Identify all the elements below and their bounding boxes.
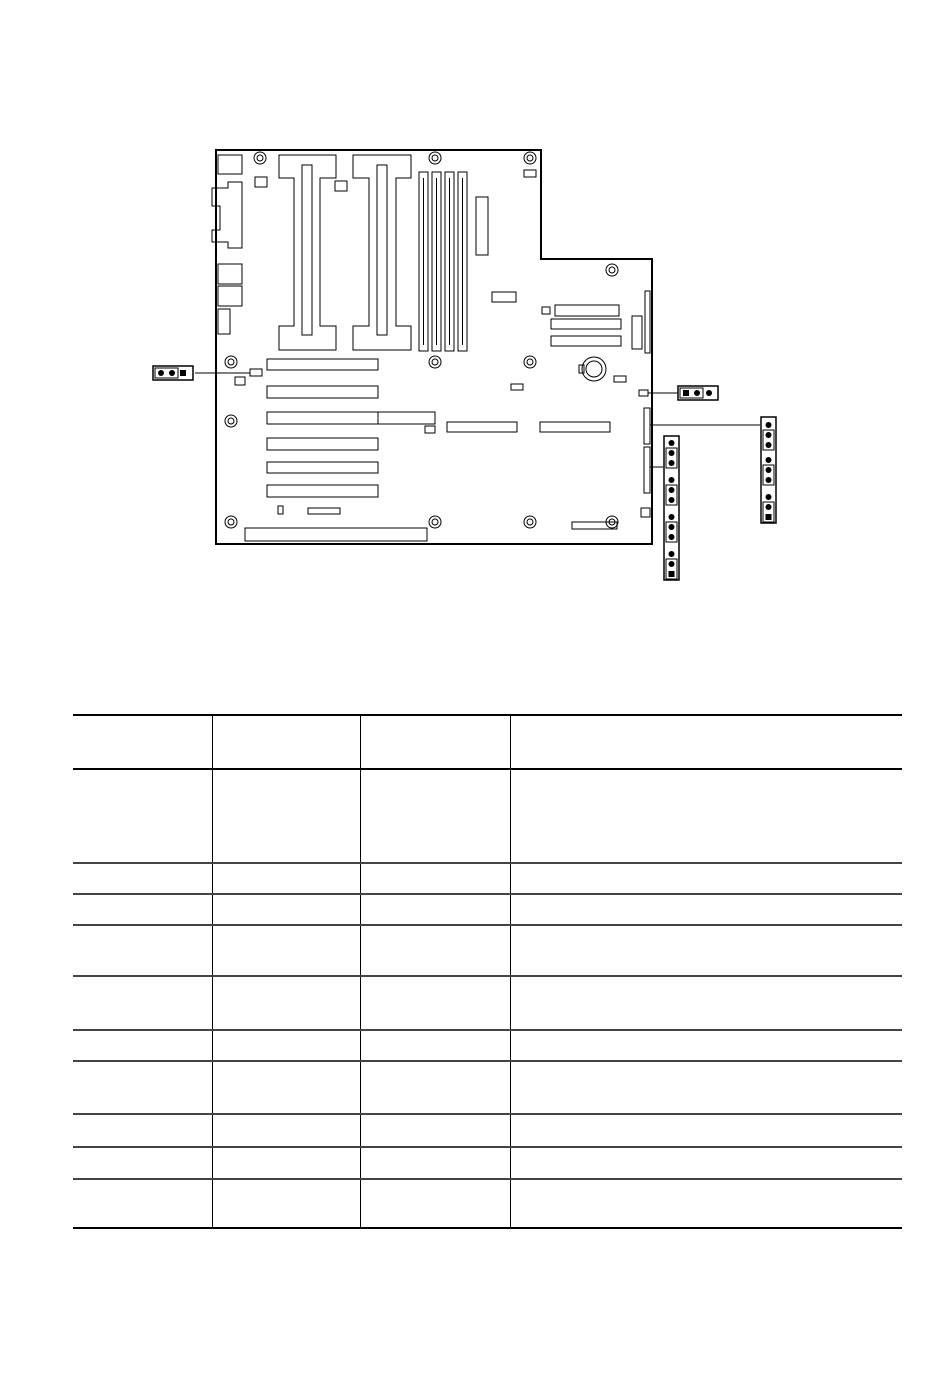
isa-slot <box>245 528 427 541</box>
ide-connector <box>447 422 517 432</box>
battery <box>579 357 606 381</box>
vertical-connector <box>644 408 650 444</box>
table-cell <box>510 1030 902 1061</box>
table-row <box>73 1114 902 1147</box>
table-cell <box>73 1030 212 1061</box>
memory-sockets <box>419 172 467 351</box>
table-cell <box>73 1179 212 1228</box>
io-connector <box>218 155 242 174</box>
table-cell <box>510 976 902 1030</box>
right-3pin-jumper <box>678 386 718 400</box>
table-cell <box>73 863 212 894</box>
table-cell <box>360 863 510 894</box>
table-cell <box>360 1114 510 1147</box>
table-cell <box>360 1061 510 1114</box>
table-cell <box>212 976 360 1030</box>
table-cell <box>212 1179 360 1228</box>
column-header <box>73 715 212 769</box>
chip <box>250 369 262 376</box>
table-cell <box>212 894 360 925</box>
chip <box>542 307 550 314</box>
table-cell <box>360 1030 510 1061</box>
jumper-settings-table <box>73 714 902 1229</box>
ide-connector <box>540 422 610 432</box>
small-chip <box>335 181 347 191</box>
table-row <box>73 925 902 976</box>
table-row <box>73 1030 902 1061</box>
table-row <box>73 1179 902 1228</box>
vertical-jumper-block-a <box>761 417 776 523</box>
chip <box>614 376 626 382</box>
processor-slot-2 <box>353 155 411 350</box>
chip <box>511 384 523 390</box>
column-header <box>510 715 902 769</box>
header-connector <box>632 316 642 349</box>
processor-slot-1 <box>279 155 336 350</box>
table-header-row <box>73 715 902 769</box>
chip <box>524 170 536 177</box>
header-connector <box>551 336 621 346</box>
table-cell <box>212 1061 360 1114</box>
table-cell <box>510 863 902 894</box>
chip <box>235 377 245 385</box>
small-chip <box>255 177 267 187</box>
table-cell <box>212 1030 360 1061</box>
table-cell <box>360 925 510 976</box>
column-header <box>360 715 510 769</box>
table-row <box>73 894 902 925</box>
table-row <box>73 769 902 863</box>
table-cell <box>73 894 212 925</box>
io-connector <box>218 309 230 334</box>
table-cell <box>212 769 360 863</box>
vertical-connector <box>644 447 650 493</box>
header-connector <box>645 291 650 353</box>
table-cell <box>73 769 212 863</box>
table-row <box>73 976 902 1030</box>
io-connector <box>218 286 242 306</box>
table-cell <box>360 1179 510 1228</box>
table-cell <box>73 1114 212 1147</box>
table-cell <box>212 1114 360 1147</box>
chip <box>476 197 488 255</box>
table-row <box>73 863 902 894</box>
table-cell <box>212 1147 360 1179</box>
table-cell <box>510 1114 902 1147</box>
header-connector <box>308 508 340 514</box>
table-cell <box>73 1147 212 1179</box>
chip <box>492 292 516 302</box>
expansion-slots <box>267 359 435 497</box>
chip <box>641 508 650 517</box>
chip <box>425 426 435 433</box>
io-connector <box>218 264 242 284</box>
header-connector <box>551 319 621 329</box>
table-cell <box>360 769 510 863</box>
table-row <box>73 1147 902 1179</box>
table-cell <box>73 925 212 976</box>
table-cell <box>360 976 510 1030</box>
table-cell <box>510 894 902 925</box>
table-cell <box>510 925 902 976</box>
chip <box>639 390 648 396</box>
table-cell <box>510 1061 902 1114</box>
mounting-holes <box>225 152 618 528</box>
header-connector <box>555 305 619 316</box>
table-cell <box>73 1061 212 1114</box>
chip <box>278 506 283 514</box>
table-cell <box>212 925 360 976</box>
table-cell <box>73 976 212 1030</box>
table-cell <box>360 894 510 925</box>
left-3pin-jumper <box>153 366 193 380</box>
table-cell <box>510 769 902 863</box>
table-cell <box>510 1179 902 1228</box>
vertical-jumper-block-b <box>664 436 679 580</box>
table-cell <box>212 863 360 894</box>
table-cell <box>360 1147 510 1179</box>
column-header <box>212 715 360 769</box>
table-row <box>73 1061 902 1114</box>
table-cell <box>510 1147 902 1179</box>
